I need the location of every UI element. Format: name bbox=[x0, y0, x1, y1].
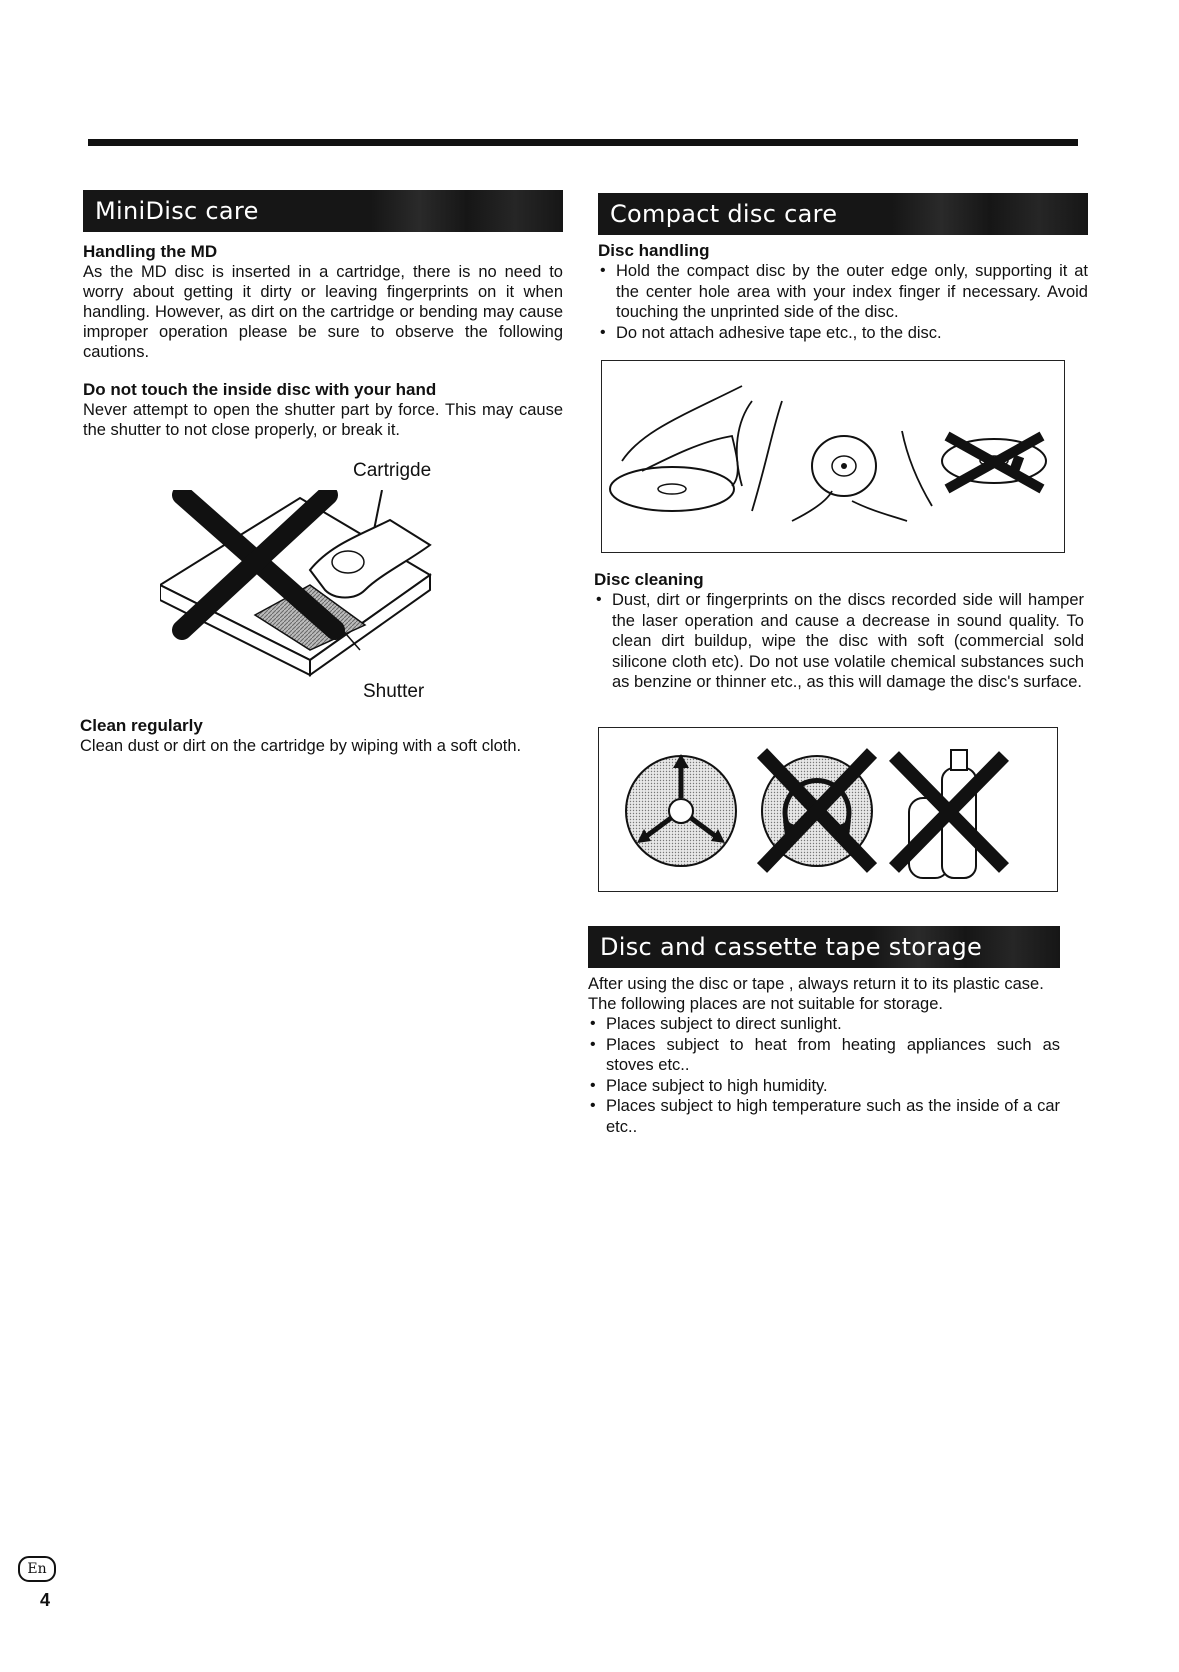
disc-handling-list bbox=[598, 261, 1088, 343]
handling-md-body: As the MD disc is inserted in a cartridge, there is no need to worry about getting it dirty or leaving fingerprints on it when handling. However, as dirt on the cartridge or bending may cause improper operation please be sure to observe the following cautions. bbox=[83, 263, 563, 361]
list-item: • Place subject to high humidity. bbox=[588, 1076, 1060, 1097]
handling-md-title: Handling the MD bbox=[83, 242, 218, 261]
minidisc-care-banner: MiniDisc care bbox=[83, 190, 563, 232]
touch-disc-body: Never attempt to open the shutter part by force. This may cause the shutter to not close properly, or break it. bbox=[83, 401, 563, 439]
clean-regularly-body: Clean dust or dirt on the cartridge by wiping with a soft cloth. bbox=[80, 737, 522, 755]
clean-regularly-title: Clean regularly bbox=[80, 716, 203, 735]
no-circular-wipe-icon bbox=[762, 753, 872, 868]
touch-disc-title: Do not touch the inside disc with your hand bbox=[83, 380, 437, 399]
disc-cleaning-section bbox=[594, 570, 1084, 693]
list-item: • Places subject to heat from heating appliances such as stoves etc.. bbox=[588, 1035, 1060, 1076]
no-chemicals-icon bbox=[894, 750, 1004, 878]
storage-banner: Disc and cassette tape storage bbox=[588, 926, 1060, 968]
clean-regularly-section bbox=[80, 716, 560, 756]
disc-cleaning-list bbox=[594, 590, 1084, 693]
list-item: • Do not attach adhesive tape etc., to the disc. bbox=[598, 323, 1088, 344]
minidisc-care-section bbox=[83, 190, 563, 440]
page-number: 4 bbox=[40, 1590, 51, 1610]
disc-cleaning-figure bbox=[598, 727, 1058, 892]
language-badge: En bbox=[18, 1556, 56, 1582]
no-tape-on-disc-icon bbox=[942, 436, 1046, 489]
disc-handling-title: Disc handling bbox=[598, 241, 710, 260]
top-rule bbox=[88, 139, 1078, 146]
shutter-label: Shutter bbox=[363, 681, 425, 702]
wipe-radially-icon bbox=[626, 754, 736, 866]
hands-supporting-disc-center bbox=[752, 401, 932, 521]
hand-holding-disc-edge bbox=[610, 386, 752, 511]
cartridge-label: Cartrigde bbox=[353, 460, 432, 481]
list-item: • Hold the compact disc by the outer edge only, supporting it at the center hole area with your index finger if necessary. Avoid touching the unprinted side of the disc. bbox=[598, 261, 1088, 323]
list-item: • Dust, dirt or fingerprints on the discs recorded side will hamper the laser operation and cause a decrease in sound quality. To clean dirt buildup, wipe the disc with soft (commercial sold silicone cloth etc). Do not use volatile chemical substances such as benzine or thinner etc., as this will damage the disc's surface. bbox=[594, 590, 1084, 693]
list-item: • Places subject to direct sunlight. bbox=[588, 1014, 1060, 1035]
minidisc-no-touch-illustration bbox=[160, 490, 480, 690]
storage-intro: After using the disc or tape , always return it to its plastic case. bbox=[588, 975, 1044, 993]
compact-disc-care-section bbox=[598, 193, 1088, 343]
storage-list bbox=[588, 1014, 1060, 1137]
storage-lead: The following places are not suitable for storage. bbox=[588, 995, 943, 1013]
storage-section bbox=[588, 926, 1060, 1137]
disc-handling-figure bbox=[601, 360, 1065, 553]
disc-cleaning-title: Disc cleaning bbox=[594, 570, 704, 589]
compact-disc-care-banner: Compact disc care bbox=[598, 193, 1088, 235]
list-item: • Places subject to high temperature such as the inside of a car etc.. bbox=[588, 1096, 1060, 1137]
